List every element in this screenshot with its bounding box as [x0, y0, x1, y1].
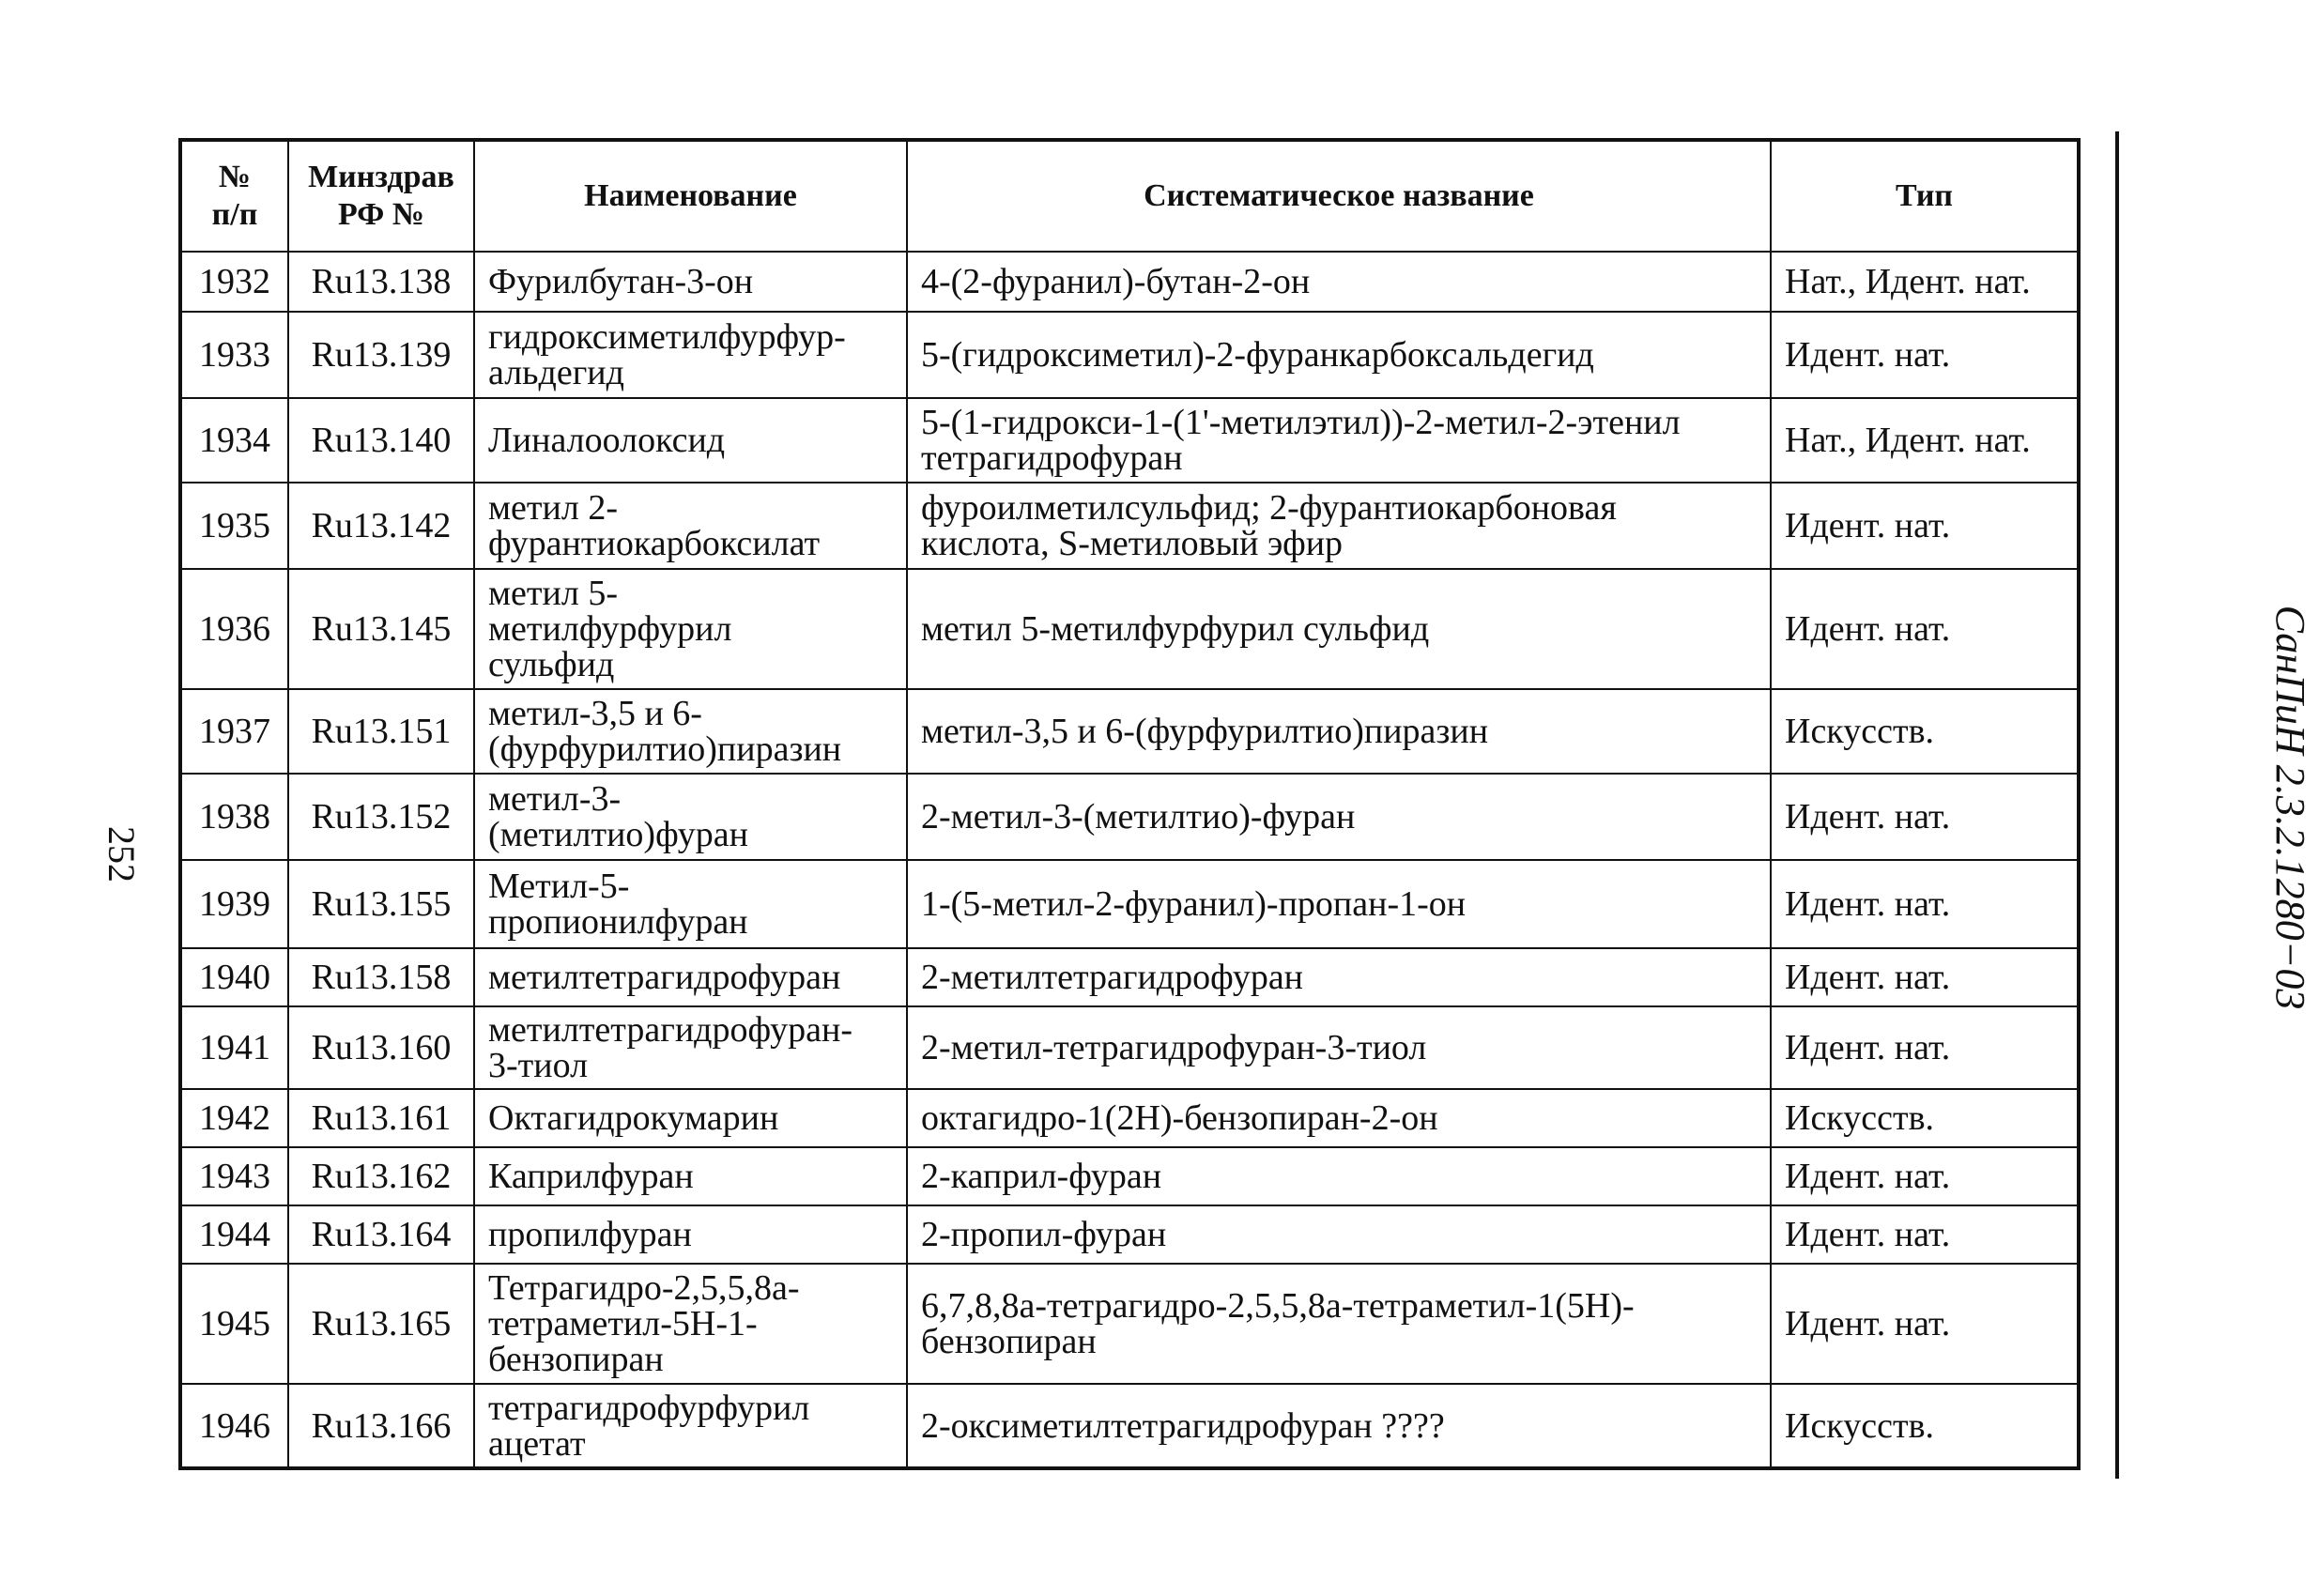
cell-reg: Ru13.142 — [288, 483, 474, 569]
cell-num: 1938 — [180, 774, 288, 860]
cell-name: Линалоолоксид — [474, 398, 907, 483]
cell-name: гидроксиметилфурфур- альдегид — [474, 312, 907, 398]
table-row — [180, 948, 2079, 1006]
table-row — [180, 569, 2079, 689]
cell-systematic: 4-(2-фуранил)-бутан-2-он — [907, 252, 1771, 312]
cell-reg: Ru13.158 — [288, 948, 474, 1006]
table-row — [180, 1089, 2079, 1147]
cell-num: 1946 — [180, 1384, 288, 1468]
table-row — [180, 1006, 2079, 1089]
cell-systematic: 1-(5-метил-2-фуранил)-пропан-1-он — [907, 860, 1771, 948]
table-row — [180, 860, 2079, 948]
cell-systematic: 2-метил-3-(метилтио)-фуран — [907, 774, 1771, 860]
cell-num: 1940 — [180, 948, 288, 1006]
cell-name: тетрагидрофурфурил ацетат — [474, 1384, 907, 1468]
cell-type: Идент. нат. — [1771, 1147, 2079, 1205]
cell-systematic: октагидро-1(2H)-бензопиран-2-он — [907, 1089, 1771, 1147]
cell-type: Нат., Идент. нат. — [1771, 252, 2079, 312]
table-row — [180, 1384, 2079, 1468]
cell-reg: Ru13.145 — [288, 569, 474, 689]
cell-num: 1937 — [180, 689, 288, 774]
cell-type: Идент. нат. — [1771, 312, 2079, 398]
table-row — [180, 1264, 2079, 1384]
cell-type: Искусств. — [1771, 689, 2079, 774]
cell-name: метил 2- фурантиокарбоксилат — [474, 483, 907, 569]
cell-num: 1939 — [180, 860, 288, 948]
cell-num: 1942 — [180, 1089, 288, 1147]
cell-reg: Ru13.166 — [288, 1384, 474, 1468]
cell-name: метил-3- (метилтио)фуран — [474, 774, 907, 860]
substances-table — [178, 138, 2081, 1470]
cell-num: 1945 — [180, 1264, 288, 1384]
cell-systematic: фуроилметилсульфид; 2-фурантиокарбоновая кислота, S-метиловый эфир — [907, 483, 1771, 569]
cell-name: пропилфуран — [474, 1205, 907, 1264]
header-num: № п/п — [180, 140, 288, 252]
cell-reg: Ru13.152 — [288, 774, 474, 860]
table-row — [180, 1147, 2079, 1205]
cell-type: Идент. нат. — [1771, 1006, 2079, 1089]
cell-systematic: 2-каприл-фуран — [907, 1147, 1771, 1205]
cell-reg: Ru13.139 — [288, 312, 474, 398]
cell-systematic: 5-(1-гидрокси-1-(1'-метилэтил))-2-метил-2-этенил тетрагидрофуран — [907, 398, 1771, 483]
cell-reg: Ru13.151 — [288, 689, 474, 774]
cell-reg: Ru13.140 — [288, 398, 474, 483]
cell-type: Искусств. — [1771, 1384, 2079, 1468]
document-code: СанПиН 2.3.2.1280−03 — [2267, 605, 2314, 1010]
cell-num: 1935 — [180, 483, 288, 569]
cell-num: 1943 — [180, 1147, 288, 1205]
cell-type: Идент. нат. — [1771, 860, 2079, 948]
cell-systematic: 6,7,8,8а-тетрагидро-2,5,5,8а-тетраметил-1(5Н)- бензопиран — [907, 1264, 1771, 1384]
cell-systematic: 2-пропил-фуран — [907, 1205, 1771, 1264]
cell-name: Октагидрокумарин — [474, 1089, 907, 1147]
table-row — [180, 774, 2079, 860]
table-row — [180, 1205, 2079, 1264]
table-row — [180, 398, 2079, 483]
cell-systematic: метил-3,5 и 6-(фурфурилтио)пиразин — [907, 689, 1771, 774]
cell-type: Искусств. — [1771, 1089, 2079, 1147]
cell-num: 1944 — [180, 1205, 288, 1264]
cell-type: Идент. нат. — [1771, 483, 2079, 569]
cell-reg: Ru13.160 — [288, 1006, 474, 1089]
cell-systematic: метил 5-метилфурфурил сульфид — [907, 569, 1771, 689]
cell-systematic: 2-метилтетрагидрофуран — [907, 948, 1771, 1006]
cell-name: Тетрагидро-2,5,5,8а- тетраметил-5Н-1- бензопиран — [474, 1264, 907, 1384]
cell-type: Идент. нат. — [1771, 1205, 2079, 1264]
cell-systematic: 2-метил-тетрагидрофуран-3-тиол — [907, 1006, 1771, 1089]
cell-name: Каприлфуран — [474, 1147, 907, 1205]
cell-type: Нат., Идент. нат. — [1771, 398, 2079, 483]
cell-type: Идент. нат. — [1771, 774, 2079, 860]
cell-num: 1936 — [180, 569, 288, 689]
header-type: Тип — [1771, 140, 2079, 252]
cell-systematic: 2-оксиметилтетрагидрофуран ???? — [907, 1384, 1771, 1468]
cell-type: Идент. нат. — [1771, 569, 2079, 689]
table-row — [180, 312, 2079, 398]
cell-name: Метил-5- пропионилфуран — [474, 860, 907, 948]
cell-reg: Ru13.138 — [288, 252, 474, 312]
page-number: 252 — [100, 826, 144, 882]
header-name: Наименование — [474, 140, 907, 252]
table-header-row — [180, 140, 2079, 252]
cell-reg: Ru13.161 — [288, 1089, 474, 1147]
cell-type: Идент. нат. — [1771, 948, 2079, 1006]
cell-name: метил-3,5 и 6- (фурфурилтио)пиразин — [474, 689, 907, 774]
cell-name: метил 5- метилфурфурил сульфид — [474, 569, 907, 689]
cell-systematic: 5-(гидроксиметил)-2-фуранкарбоксальдегид — [907, 312, 1771, 398]
cell-reg: Ru13.165 — [288, 1264, 474, 1384]
header-reg: Минздрав РФ № — [288, 140, 474, 252]
cell-num: 1933 — [180, 312, 288, 398]
table-row — [180, 689, 2079, 774]
cell-type: Идент. нат. — [1771, 1264, 2079, 1384]
cell-name: метилтетрагидрофуран- 3-тиол — [474, 1006, 907, 1089]
table-body — [180, 252, 2079, 1468]
cell-num: 1941 — [180, 1006, 288, 1089]
cell-num: 1932 — [180, 252, 288, 312]
margin-rule — [2115, 131, 2119, 1479]
cell-reg: Ru13.164 — [288, 1205, 474, 1264]
cell-reg: Ru13.155 — [288, 860, 474, 948]
table-row — [180, 252, 2079, 312]
cell-name: метилтетрагидрофуран — [474, 948, 907, 1006]
cell-num: 1934 — [180, 398, 288, 483]
cell-reg: Ru13.162 — [288, 1147, 474, 1205]
table-row — [180, 483, 2079, 569]
cell-name: Фурилбутан-3-он — [474, 252, 907, 312]
header-systematic: Систематическое название — [907, 140, 1771, 252]
